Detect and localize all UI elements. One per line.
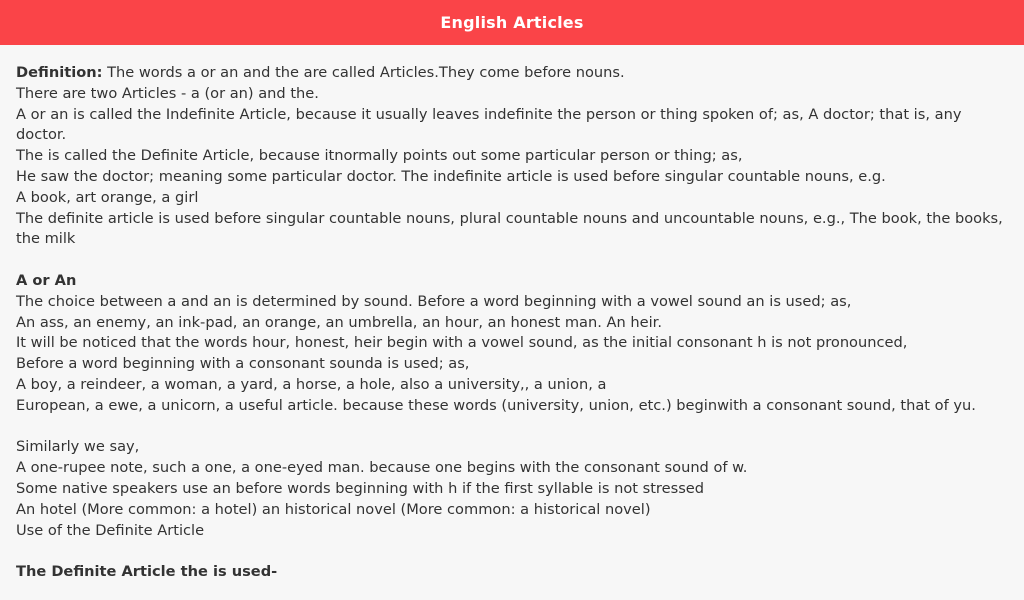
paragraph-line: It will be noticed that the words hour, honest, heir begin with a vowel sound, as the initial consonant h is not pronounced, <box>16 334 908 352</box>
definition-label: Definition: <box>16 64 103 81</box>
spacer <box>16 541 1008 562</box>
definition-line <box>16 63 1008 84</box>
paragraph-line: An hotel (More common: a hotel) an historical novel (More common: a historical novel) <box>16 500 651 518</box>
app-header <box>0 0 1024 45</box>
paragraph-line: Use of the Definite Article <box>16 521 205 539</box>
spacer <box>16 417 1008 438</box>
paragraph-line: European, a ewe, a unicorn, a useful article. because these words (university, union, etc.) beginwith a consonant sound, that of yu. <box>16 396 976 414</box>
paragraph-line: Some native speakers use an before words beginning with h if the first syllable is not stressed <box>16 479 705 497</box>
definition-text: The words a or an and the are called Articles.They come before nouns. <box>102 64 625 81</box>
section-heading-definite-article: The Definite Article the is used- <box>16 563 278 581</box>
paragraph-line: There are two Articles - a (or an) and the. <box>16 84 319 102</box>
paragraph-line: The definite article is used before singular countable nouns, plural countable nouns and uncountable nouns, e.g., The book, the books, the milk <box>16 209 1003 248</box>
paragraph-line: The choice between a and an is determined by sound. Before a word beginning with a vowel sound an is used; as, <box>16 292 852 310</box>
article-content <box>0 45 1024 583</box>
app-title: English Articles <box>440 13 584 32</box>
paragraph-line: A or an is called the Indefinite Article, because it usually leaves indefinite the person or thing spoken of; as, A doctor; that is, any doctor. <box>16 105 962 144</box>
section-heading-a-or-an: A or An <box>16 271 77 289</box>
paragraph-line: Before a word beginning with a consonant sounda is used; as, <box>16 355 470 373</box>
paragraph-line: Similarly we say, <box>16 438 140 456</box>
paragraph-line: He saw the doctor; meaning some particular doctor. The indefinite article is used before singular countable nouns, e.g. <box>16 167 886 185</box>
paragraph-line: A boy, a reindeer, a woman, a yard, a horse, a hole, also a university,, a union, a <box>16 375 607 393</box>
paragraph-line: A one-rupee note, such a one, a one-eyed man. because one begins with the consonant sound of w. <box>16 459 748 477</box>
paragraph-line: An ass, an enemy, an ink-pad, an orange, an umbrella, an hour, an honest man. An heir. <box>16 313 662 331</box>
spacer <box>16 250 1008 271</box>
paragraph-line: The is called the Definite Article, because itnormally points out some particular person or thing; as, <box>16 147 743 165</box>
paragraph-line: A book, art orange, a girl <box>16 188 199 206</box>
